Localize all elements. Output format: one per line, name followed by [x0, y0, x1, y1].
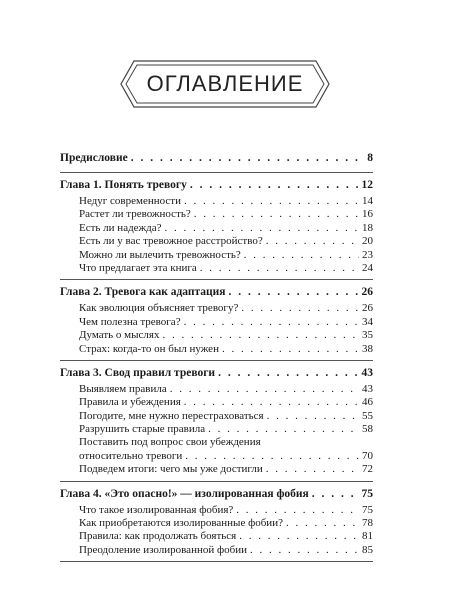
section-entry-page: 70: [362, 449, 373, 462]
chapter-entry: [60, 486, 373, 502]
dot-leader: [162, 329, 359, 342]
chapter-entry-page: 8: [367, 152, 373, 164]
section-entry-page: 55: [362, 409, 373, 422]
section-entry-label: Есть ли надежда?: [79, 221, 162, 234]
section-entry-page: 38: [362, 342, 373, 355]
section-entry-page: 14: [362, 195, 373, 207]
section-entry-page: 78: [362, 517, 373, 530]
section-entry: [60, 396, 373, 409]
dot-leader: [170, 383, 359, 396]
dot-leader: [184, 316, 359, 329]
title-banner: [120, 60, 330, 108]
section-entry-label: Выявляем правила: [79, 382, 167, 395]
chapter-entry-label: Глава 3. Свод правил тревоги: [60, 366, 216, 379]
section-entry: [60, 450, 373, 463]
section-entry-label: Погодите, мне нужно перестраховаться: [79, 409, 264, 422]
section-entry: [60, 436, 373, 449]
section-entry-page: 34: [362, 315, 373, 328]
section-entry-label: Недуг современности: [79, 195, 181, 207]
section-entry: [60, 235, 373, 248]
section-entry-label: Можно ли вылечить тревожность?: [79, 248, 241, 261]
section-entry-page: 85: [362, 543, 373, 556]
section-entry-page: 16: [362, 208, 373, 221]
dot-leader: [244, 249, 359, 262]
section-entry-page: 20: [362, 235, 373, 248]
chapter-entry: [60, 284, 373, 300]
dot-leader: [266, 235, 359, 248]
section-entry-page: 43: [362, 382, 373, 395]
section-entry: [60, 343, 373, 356]
section-entry-label: относительно тревоги: [79, 449, 183, 462]
toc-chapter: [60, 284, 373, 361]
chapter-entry: [60, 365, 373, 381]
section-entry: [60, 383, 373, 396]
section-entry: [60, 222, 373, 235]
section-entry: [60, 517, 373, 530]
dot-leader: [190, 177, 359, 193]
dot-leader: [241, 302, 359, 315]
section-entry-label: Правила и убеждения: [79, 396, 181, 409]
section-entry-page: 18: [362, 221, 373, 234]
chapter-entry-page: 43: [361, 366, 373, 379]
section-entry-page: 26: [362, 302, 373, 315]
section-entry-label: Что предлагает эта книга: [79, 261, 197, 274]
section-entry-label: Страх: когда-то он был нужен: [79, 342, 219, 355]
section-entry-page: 75: [362, 503, 373, 516]
dot-leader: [184, 396, 359, 409]
section-entry: [60, 302, 373, 315]
chapter-entry: [60, 177, 373, 193]
section-entry-label: Как приобретаются изолированные фобии?: [79, 517, 283, 530]
page-title: ОГЛАВЛЕНИЕ: [146, 71, 304, 96]
section-entry: [60, 504, 373, 517]
chapter-entry-page: 75: [361, 487, 373, 500]
dot-leader: [267, 410, 359, 423]
dot-leader: [222, 343, 359, 356]
section-entry: [60, 329, 373, 342]
section-entry-page: 24: [362, 261, 373, 274]
section-entry-page: 81: [362, 530, 373, 543]
chapter-entry-label: Глава 2. Тревога как адаптация: [60, 286, 226, 299]
section-entry-label: Что такое изолированная фобия?: [79, 503, 234, 516]
dot-leader: [312, 486, 359, 502]
dot-leader: [131, 150, 365, 166]
dot-leader: [194, 208, 359, 221]
dot-leader: [200, 262, 359, 275]
section-entry-label: Поставить под вопрос свои убеждения: [79, 436, 261, 449]
section-entry-label: Думать о мыслях: [79, 329, 160, 342]
section-entry-page: 35: [362, 329, 373, 342]
section-entry-label: Преодоление изолированной фобии: [79, 543, 247, 556]
section-entry: [60, 530, 373, 543]
section-entry: [60, 410, 373, 423]
section-entry-label: Растет ли тревожность?: [79, 208, 191, 221]
dot-leader: [218, 365, 358, 381]
chapter-entry-label: Предисловие: [60, 152, 128, 164]
chapter-entry-page: 12: [361, 179, 373, 191]
chapter-entry-label: Глава 1. Понять тревогу: [60, 179, 187, 191]
dot-leader: [208, 423, 359, 436]
section-entry: [60, 249, 373, 262]
chapter-entry: [60, 150, 373, 166]
chapter-entry-page: 26: [361, 286, 373, 299]
dot-leader: [266, 463, 359, 476]
toc-chapter: [60, 177, 373, 280]
section-entry-page: 72: [362, 463, 373, 476]
dot-leader: [239, 530, 359, 543]
toc-chapter: [60, 365, 373, 482]
section-entry-label: Подведем итоги: чего мы уже достигли: [79, 463, 263, 476]
section-entry-label: Есть ли у вас тревожное расстройство?: [79, 235, 263, 248]
chapter-entry-label: Глава 4. «Это опасно!» — изолированная фобия: [60, 487, 309, 500]
dot-leader: [165, 222, 359, 235]
dot-leader: [185, 450, 359, 463]
section-entry-page: 23: [362, 248, 373, 261]
section-entry: [60, 195, 373, 208]
section-entry-label: Разрушить старые правила: [79, 423, 206, 436]
section-entry: [60, 423, 373, 436]
section-entry-page: 46: [362, 396, 373, 409]
dot-leader: [229, 284, 359, 300]
table-of-contents: [60, 148, 373, 566]
dot-leader: [286, 517, 359, 530]
section-entry: [60, 316, 373, 329]
section-entry-label: Чем полезна тревога?: [79, 315, 181, 328]
section-entry: [60, 208, 373, 221]
dot-leader: [250, 544, 359, 557]
section-entry-page: 58: [362, 423, 373, 436]
section-entry-label: Правила: как продолжать бояться: [79, 530, 237, 543]
dot-leader: [236, 504, 359, 517]
section-entry-label: Как эволюция объясняет тревогу?: [79, 302, 239, 315]
toc-chapter: [60, 486, 373, 563]
section-entry: [60, 262, 373, 275]
dot-leader: [184, 195, 359, 208]
toc-chapter: [60, 150, 373, 173]
section-entry: [60, 463, 373, 476]
section-entry: [60, 544, 373, 557]
